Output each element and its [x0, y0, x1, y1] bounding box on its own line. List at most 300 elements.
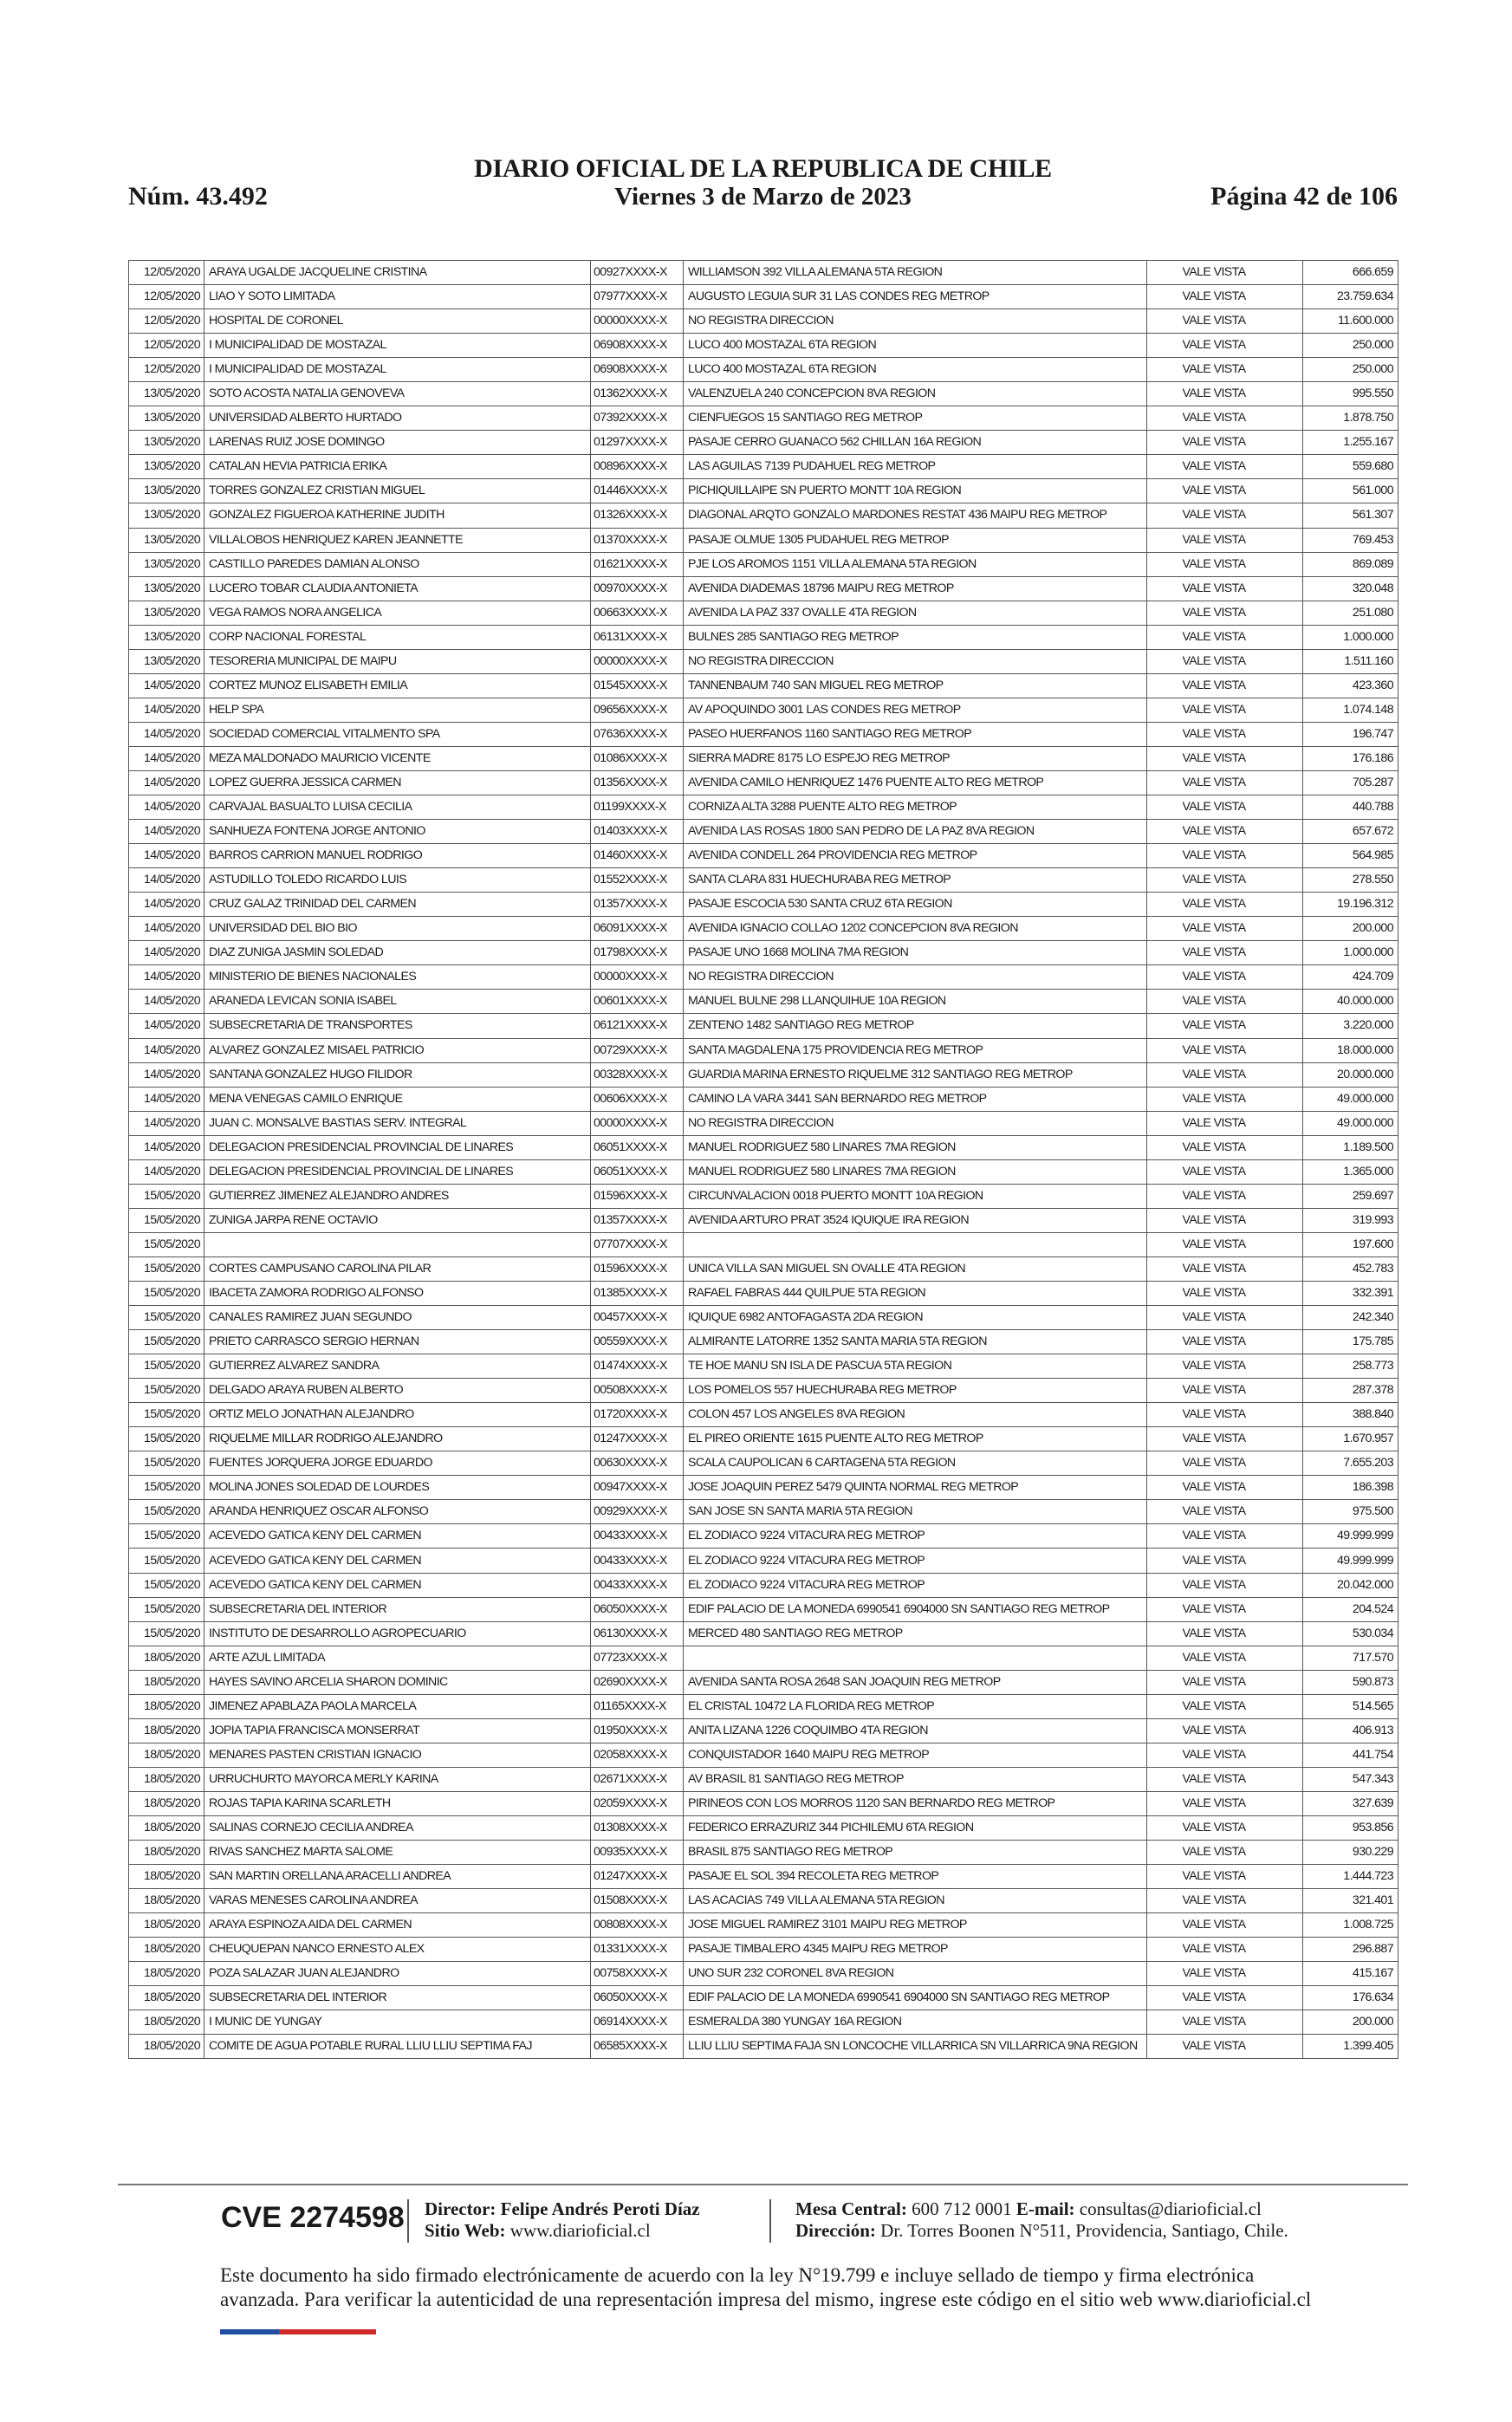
cell-address: AVENIDA LAS ROSAS 1800 SAN PEDRO DE LA PAZ 8VA REGION	[684, 820, 1147, 844]
cell-rut: 00663XXXX-X	[591, 601, 684, 625]
cell-rut: 01446XXXX-X	[591, 479, 684, 503]
cell-amount: 200.000	[1303, 2010, 1398, 2035]
cell-address: CONQUISTADOR 1640 MAIPU REG METROP	[684, 1743, 1147, 1767]
table-row	[129, 1427, 1398, 1451]
cell-address: SAN JOSE SN SANTA MARIA 5TA REGION	[684, 1500, 1147, 1524]
cell-amount: 388.840	[1303, 1403, 1398, 1427]
table-row	[129, 1111, 1398, 1135]
table-row	[129, 1621, 1398, 1646]
cell-rut: 06908XXXX-X	[591, 358, 684, 382]
cell-beneficiary: FUENTES JORQUERA JORGE EDUARDO	[204, 1451, 591, 1476]
cell-address: LUCO 400 MOSTAZAL 6TA REGION	[684, 358, 1147, 382]
cell-date: 13/05/2020	[129, 382, 204, 406]
site-url[interactable]: www.diarioficial.cl	[509, 2220, 651, 2241]
cell-amount: 1.511.160	[1303, 649, 1398, 673]
table-row	[129, 1403, 1398, 1427]
cell-beneficiary: TESORERIA MUNICIPAL DE MAIPU	[204, 649, 591, 673]
table-row	[129, 479, 1398, 503]
cell-beneficiary: ZUNIGA JARPA RENE OCTAVIO	[204, 1208, 591, 1232]
cell-rut: 02058XXXX-X	[591, 1743, 684, 1767]
cell-amount: 49.999.999	[1303, 1549, 1398, 1573]
cell-payment-type: VALE VISTA	[1147, 1524, 1303, 1549]
cell-beneficiary: VILLALOBOS HENRIQUEZ KAREN JEANNETTE	[204, 528, 591, 552]
flag-stripe-red	[279, 2329, 376, 2334]
cell-rut: 01385XXXX-X	[591, 1281, 684, 1305]
cell-beneficiary: JUAN C. MONSALVE BASTIAS SERV. INTEGRAL	[204, 1111, 591, 1135]
table-row	[129, 1306, 1398, 1330]
table-row	[129, 1986, 1398, 2010]
cell-rut: 01596XXXX-X	[591, 1256, 684, 1281]
cell-address: ALMIRANTE LATORRE 1352 SANTA MARIA 5TA REGION	[684, 1330, 1147, 1354]
cell-rut: 02690XXXX-X	[591, 1670, 684, 1694]
cell-date: 18/05/2020	[129, 1865, 204, 1889]
cell-payment-type: VALE VISTA	[1147, 820, 1303, 844]
cell-date: 18/05/2020	[129, 2010, 204, 2035]
cell-address: AVENIDA CONDELL 264 PROVIDENCIA REG METROP	[684, 844, 1147, 868]
cell-payment-type: VALE VISTA	[1147, 1597, 1303, 1621]
cell-payment-type: VALE VISTA	[1147, 1354, 1303, 1379]
cell-payment-type: VALE VISTA	[1147, 1208, 1303, 1232]
cell-address: PJE LOS AROMOS 1151 VILLA ALEMANA 5TA REGION	[684, 552, 1147, 576]
cell-amount: 175.785	[1303, 1330, 1398, 1354]
cell-payment-type: VALE VISTA	[1147, 1962, 1303, 1986]
table-row	[129, 1451, 1398, 1476]
cell-payment-type: VALE VISTA	[1147, 990, 1303, 1014]
cell-beneficiary: IBACETA ZAMORA RODRIGO ALFONSO	[204, 1281, 591, 1305]
cell-amount: 176.186	[1303, 746, 1398, 770]
cell-payment-type: VALE VISTA	[1147, 1816, 1303, 1841]
table-row	[129, 503, 1398, 528]
cell-amount: 1.255.167	[1303, 431, 1398, 455]
cell-date: 14/05/2020	[129, 698, 204, 722]
cell-date: 14/05/2020	[129, 722, 204, 746]
table-row	[129, 1938, 1398, 1962]
cell-date: 12/05/2020	[129, 285, 204, 309]
cell-payment-type: VALE VISTA	[1147, 868, 1303, 893]
cell-payment-type: VALE VISTA	[1147, 479, 1303, 503]
cell-payment-type: VALE VISTA	[1147, 2035, 1303, 2059]
cell-amount: 49.999.999	[1303, 1524, 1398, 1549]
cell-date: 14/05/2020	[129, 820, 204, 844]
cell-rut: 01596XXXX-X	[591, 1184, 684, 1208]
cell-date: 14/05/2020	[129, 1159, 204, 1184]
cell-payment-type: VALE VISTA	[1147, 1111, 1303, 1135]
cell-rut: 00000XXXX-X	[591, 965, 684, 990]
cell-address: LAS AGUILAS 7139 PUDAHUEL REG METROP	[684, 455, 1147, 479]
cell-beneficiary: CATALAN HEVIA PATRICIA ERIKA	[204, 455, 591, 479]
cell-payment-type: VALE VISTA	[1147, 1986, 1303, 2010]
cell-payment-type: VALE VISTA	[1147, 1889, 1303, 1913]
cell-payment-type: VALE VISTA	[1147, 1379, 1303, 1403]
mesa-label: Mesa Central:	[795, 2198, 907, 2219]
table-row	[129, 1038, 1398, 1062]
cell-amount: 320.048	[1303, 576, 1398, 601]
cell-date: 13/05/2020	[129, 625, 204, 649]
cell-rut: 00508XXXX-X	[591, 1379, 684, 1403]
cell-payment-type: VALE VISTA	[1147, 1621, 1303, 1646]
cell-beneficiary: SUBSECRETARIA DE TRANSPORTES	[204, 1014, 591, 1038]
table-row	[129, 673, 1398, 698]
table-row	[129, 382, 1398, 406]
cell-beneficiary: LIAO Y SOTO LIMITADA	[204, 285, 591, 309]
cell-rut: 06131XXXX-X	[591, 625, 684, 649]
cell-beneficiary: TORRES GONZALEZ CRISTIAN MIGUEL	[204, 479, 591, 503]
table-row	[129, 2010, 1398, 2035]
cell-address: ESMERALDA 380 YUNGAY 16A REGION	[684, 2010, 1147, 2035]
cell-rut: 00896XXXX-X	[591, 455, 684, 479]
cell-amount: 995.550	[1303, 382, 1398, 406]
cell-amount: 423.360	[1303, 673, 1398, 698]
cell-rut: 01357XXXX-X	[591, 1208, 684, 1232]
cell-rut: 01247XXXX-X	[591, 1865, 684, 1889]
cell-address: PIRINEOS CON LOS MORROS 1120 SAN BERNARDO REG METROP	[684, 1791, 1147, 1815]
cell-rut: 01356XXXX-X	[591, 770, 684, 795]
cell-date: 14/05/2020	[129, 1135, 204, 1159]
cell-beneficiary: GUTIERREZ ALVAREZ SANDRA	[204, 1354, 591, 1379]
cell-date: 13/05/2020	[129, 601, 204, 625]
cell-payment-type: VALE VISTA	[1147, 625, 1303, 649]
table-row	[129, 844, 1398, 868]
cell-date: 14/05/2020	[129, 893, 204, 917]
table-row	[129, 601, 1398, 625]
cell-beneficiary: ARANDA HENRIQUEZ OSCAR ALFONSO	[204, 1500, 591, 1524]
cell-date: 14/05/2020	[129, 965, 204, 990]
cell-amount: 406.913	[1303, 1718, 1398, 1743]
cell-amount: 975.500	[1303, 1500, 1398, 1524]
cell-rut: 01508XXXX-X	[591, 1889, 684, 1913]
cell-beneficiary: MENARES PASTEN CRISTIAN IGNACIO	[204, 1743, 591, 1767]
cell-rut: 07707XXXX-X	[591, 1232, 684, 1256]
cell-amount: 1.399.405	[1303, 2035, 1398, 2059]
cell-payment-type: VALE VISTA	[1147, 285, 1303, 309]
cell-date: 13/05/2020	[129, 649, 204, 673]
cell-beneficiary: COMITE DE AGUA POTABLE RURAL LLIU LLIU SEPTIMA FAJ	[204, 2035, 591, 2059]
table-row	[129, 649, 1398, 673]
cell-beneficiary: MOLINA JONES SOLEDAD DE LOURDES	[204, 1476, 591, 1500]
cell-payment-type: VALE VISTA	[1147, 1159, 1303, 1184]
cell-date: 14/05/2020	[129, 1038, 204, 1062]
cell-address: LUCO 400 MOSTAZAL 6TA REGION	[684, 334, 1147, 358]
cell-date: 18/05/2020	[129, 1986, 204, 2010]
cell-date: 14/05/2020	[129, 1087, 204, 1111]
cve-code: CVE 2274598	[221, 2201, 405, 2234]
table-body	[129, 261, 1398, 2059]
table-row	[129, 1087, 1398, 1111]
payments-table	[128, 260, 1398, 2059]
cell-rut: 06130XXXX-X	[591, 1621, 684, 1646]
cell-payment-type: VALE VISTA	[1147, 1549, 1303, 1573]
table-row	[129, 358, 1398, 382]
cell-beneficiary: CANALES RAMIREZ JUAN SEGUNDO	[204, 1306, 591, 1330]
cell-date: 15/05/2020	[129, 1281, 204, 1305]
table-row	[129, 1524, 1398, 1549]
cell-date: 18/05/2020	[129, 1889, 204, 1913]
cell-address: DIAGONAL ARQTO GONZALO MARDONES RESTAT 436 MAIPU REG METROP	[684, 503, 1147, 528]
cell-rut: 00630XXXX-X	[591, 1451, 684, 1476]
cell-payment-type: VALE VISTA	[1147, 941, 1303, 965]
cell-date: 15/05/2020	[129, 1500, 204, 1524]
cell-rut: 01308XXXX-X	[591, 1816, 684, 1841]
table-row	[129, 455, 1398, 479]
cell-rut: 00808XXXX-X	[591, 1913, 684, 1938]
table-row	[129, 625, 1398, 649]
cell-address: MANUEL RODRIGUEZ 580 LINARES 7MA REGION	[684, 1135, 1147, 1159]
table-row	[129, 1184, 1398, 1208]
cell-rut: 00433XXXX-X	[591, 1573, 684, 1597]
cell-address: AVENIDA IGNACIO COLLAO 1202 CONCEPCION 8VA REGION	[684, 917, 1147, 941]
director-name: Felipe Andrés Peroti Díaz	[500, 2198, 700, 2219]
cell-payment-type: VALE VISTA	[1147, 1256, 1303, 1281]
cell-amount: 332.391	[1303, 1281, 1398, 1305]
cell-date: 15/05/2020	[129, 1427, 204, 1451]
cell-date: 15/05/2020	[129, 1379, 204, 1403]
cell-date: 14/05/2020	[129, 917, 204, 941]
cell-beneficiary: ASTUDILLO TOLEDO RICARDO LUIS	[204, 868, 591, 893]
cell-date: 15/05/2020	[129, 1451, 204, 1476]
footer-separator	[769, 2199, 771, 2243]
table-row	[129, 1549, 1398, 1573]
newspaper-title: DIARIO OFICIAL DE LA REPUBLICA DE CHILE	[474, 154, 1052, 183]
cell-address: LLIU LLIU SEPTIMA FAJA SN LONCOCHE VILLARRICA SN VILLARRICA 9NA REGION	[684, 2035, 1147, 2059]
cell-address: LAS ACACIAS 749 VILLA ALEMANA 5TA REGION	[684, 1889, 1147, 1913]
cell-payment-type: VALE VISTA	[1147, 844, 1303, 868]
cell-payment-type: VALE VISTA	[1147, 406, 1303, 431]
cell-amount: 530.034	[1303, 1621, 1398, 1646]
table-row	[129, 1379, 1398, 1403]
cell-beneficiary: VARAS MENESES CAROLINA ANDREA	[204, 1889, 591, 1913]
table-row	[129, 528, 1398, 552]
footer-divider	[118, 2184, 1408, 2185]
cell-rut: 06121XXXX-X	[591, 1014, 684, 1038]
cell-rut: 06585XXXX-X	[591, 2035, 684, 2059]
flag-stripe-blue	[220, 2329, 279, 2334]
cell-date: 14/05/2020	[129, 795, 204, 820]
cell-payment-type: VALE VISTA	[1147, 1743, 1303, 1767]
cell-amount: 1.189.500	[1303, 1135, 1398, 1159]
cell-date: 18/05/2020	[129, 1962, 204, 1986]
cell-amount: 561.307	[1303, 503, 1398, 528]
cell-beneficiary: UNIVERSIDAD DEL BIO BIO	[204, 917, 591, 941]
cell-payment-type: VALE VISTA	[1147, 1306, 1303, 1330]
table-row	[129, 1281, 1398, 1305]
cell-address: SANTA CLARA 831 HUECHURABA REG METROP	[684, 868, 1147, 893]
cell-amount: 869.089	[1303, 552, 1398, 576]
cell-beneficiary: HOSPITAL DE CORONEL	[204, 309, 591, 334]
cell-payment-type: VALE VISTA	[1147, 1281, 1303, 1305]
cell-amount: 440.788	[1303, 795, 1398, 820]
cell-payment-type: VALE VISTA	[1147, 576, 1303, 601]
table-row	[129, 722, 1398, 746]
table-row	[129, 576, 1398, 601]
table-row	[129, 1476, 1398, 1500]
cell-rut: 00000XXXX-X	[591, 1111, 684, 1135]
cell-rut: 01362XXXX-X	[591, 382, 684, 406]
cell-beneficiary: GUTIERREZ JIMENEZ ALEJANDRO ANDRES	[204, 1184, 591, 1208]
cell-payment-type: VALE VISTA	[1147, 746, 1303, 770]
cell-date: 12/05/2020	[129, 309, 204, 334]
cell-rut: 01552XXXX-X	[591, 868, 684, 893]
cell-rut: 01297XXXX-X	[591, 431, 684, 455]
cell-payment-type: VALE VISTA	[1147, 1841, 1303, 1865]
cell-date: 14/05/2020	[129, 673, 204, 698]
table-row	[129, 334, 1398, 358]
cell-address: PICHIQUILLAIPE SN PUERTO MONTT 10A REGION	[684, 479, 1147, 503]
cell-rut: 00601XXXX-X	[591, 990, 684, 1014]
cell-date: 15/05/2020	[129, 1403, 204, 1427]
cell-rut: 00000XXXX-X	[591, 649, 684, 673]
table-row	[129, 1670, 1398, 1694]
cell-rut: 01370XXXX-X	[591, 528, 684, 552]
cell-rut: 00927XXXX-X	[591, 261, 684, 285]
table-row	[129, 1330, 1398, 1354]
cell-beneficiary: DIAZ ZUNIGA JASMIN SOLEDAD	[204, 941, 591, 965]
cell-amount: 547.343	[1303, 1767, 1398, 1791]
cell-address: NO REGISTRA DIRECCION	[684, 1111, 1147, 1135]
cell-beneficiary: SAN MARTIN ORELLANA ARACELLI ANDREA	[204, 1865, 591, 1889]
email-address[interactable]: consultas@diarioficial.cl	[1079, 2198, 1262, 2219]
cell-amount: 3.220.000	[1303, 1014, 1398, 1038]
cell-beneficiary: URRUCHURTO MAYORCA MERLY KARINA	[204, 1767, 591, 1791]
cell-date: 15/05/2020	[129, 1208, 204, 1232]
cell-address: CAMINO LA VARA 3441 SAN BERNARDO REG METROP	[684, 1087, 1147, 1111]
page-number: Página 42 de 106	[1210, 182, 1398, 211]
cell-amount: 40.000.000	[1303, 990, 1398, 1014]
cell-beneficiary: ORTIZ MELO JONATHAN ALEJANDRO	[204, 1403, 591, 1427]
cell-address: SIERRA MADRE 8175 LO ESPEJO REG METROP	[684, 746, 1147, 770]
cell-amount: 1.444.723	[1303, 1865, 1398, 1889]
cell-payment-type: VALE VISTA	[1147, 1038, 1303, 1062]
cell-payment-type: VALE VISTA	[1147, 1670, 1303, 1694]
cell-beneficiary: MINISTERIO DE BIENES NACIONALES	[204, 965, 591, 990]
cell-rut: 01165XXXX-X	[591, 1694, 684, 1718]
cell-date: 13/05/2020	[129, 528, 204, 552]
cell-date: 14/05/2020	[129, 1014, 204, 1038]
cell-rut: 01545XXXX-X	[591, 673, 684, 698]
cell-address: EL ZODIACO 9224 VITACURA REG METROP	[684, 1524, 1147, 1549]
cell-address: CORNIZA ALTA 3288 PUENTE ALTO REG METROP	[684, 795, 1147, 820]
cell-date: 14/05/2020	[129, 770, 204, 795]
cell-rut: 06914XXXX-X	[591, 2010, 684, 2035]
cell-beneficiary: SUBSECRETARIA DEL INTERIOR	[204, 1597, 591, 1621]
cell-payment-type: VALE VISTA	[1147, 1767, 1303, 1791]
cell-payment-type: VALE VISTA	[1147, 1087, 1303, 1111]
cell-rut: 07636XXXX-X	[591, 722, 684, 746]
contact-block	[795, 2198, 1288, 2242]
cell-beneficiary: DELEGACION PRESIDENCIAL PROVINCIAL DE LINARES	[204, 1135, 591, 1159]
table-row	[129, 1014, 1398, 1038]
cell-beneficiary: GONZALEZ FIGUEROA KATHERINE JUDITH	[204, 503, 591, 528]
site-label: Sitio Web:	[425, 2220, 506, 2241]
cell-beneficiary: RIVAS SANCHEZ MARTA SALOME	[204, 1841, 591, 1865]
table-row	[129, 309, 1398, 334]
issue-number: Núm. 43.492	[128, 182, 268, 211]
cell-payment-type: VALE VISTA	[1147, 1135, 1303, 1159]
cell-address: NO REGISTRA DIRECCION	[684, 309, 1147, 334]
table-row	[129, 1791, 1398, 1815]
cell-beneficiary: JOPIA TAPIA FRANCISCA MONSERRAT	[204, 1718, 591, 1743]
cell-rut: 00970XXXX-X	[591, 576, 684, 601]
cell-payment-type: VALE VISTA	[1147, 649, 1303, 673]
cell-rut: 00935XXXX-X	[591, 1841, 684, 1865]
cell-address: BULNES 285 SANTIAGO REG METROP	[684, 625, 1147, 649]
mesa-phone: 600 712 0001	[912, 2198, 1012, 2219]
table-row	[129, 552, 1398, 576]
table-row	[129, 1597, 1398, 1621]
cell-address: PASAJE CERRO GUANACO 562 CHILLAN 16A REGION	[684, 431, 1147, 455]
cell-rut: 07392XXXX-X	[591, 406, 684, 431]
cell-address: PASAJE OLMUE 1305 PUDAHUEL REG METROP	[684, 528, 1147, 552]
cell-rut: 01086XXXX-X	[591, 746, 684, 770]
cell-amount: 590.873	[1303, 1670, 1398, 1694]
cell-amount: 49.000.000	[1303, 1087, 1398, 1111]
cell-payment-type: VALE VISTA	[1147, 722, 1303, 746]
table-row	[129, 746, 1398, 770]
table-row	[129, 261, 1398, 285]
cell-rut: 00433XXXX-X	[591, 1549, 684, 1573]
table-row	[129, 1816, 1398, 1841]
cell-address: PASAJE EL SOL 394 RECOLETA REG METROP	[684, 1865, 1147, 1889]
cell-date: 13/05/2020	[129, 552, 204, 576]
cell-address: FEDERICO ERRAZURIZ 344 PICHILEMU 6TA REGION	[684, 1816, 1147, 1841]
cell-beneficiary: LARENAS RUIZ JOSE DOMINGO	[204, 431, 591, 455]
cell-date: 15/05/2020	[129, 1306, 204, 1330]
cell-address: PASAJE ESCOCIA 530 SANTA CRUZ 6TA REGION	[684, 893, 1147, 917]
cell-amount: 1.074.148	[1303, 698, 1398, 722]
cell-beneficiary: I MUNIC DE YUNGAY	[204, 2010, 591, 2035]
legal-notice: Este documento ha sido firmado electrónicamente de acuerdo con la ley N°19.799 e incluye sellado de tiempo y firma electrónica avanzada. Para verificar la autenticidad de una representación impresa del mismo, ingrese este código en el sitio web www.diarioficial.cl	[220, 2264, 1312, 2310]
cell-address: CIENFUEGOS 15 SANTIAGO REG METROP	[684, 406, 1147, 431]
table-row	[129, 1573, 1398, 1597]
cell-date: 14/05/2020	[129, 941, 204, 965]
cell-date: 18/05/2020	[129, 1841, 204, 1865]
cell-amount: 564.985	[1303, 844, 1398, 868]
cell-beneficiary: DELGADO ARAYA RUBEN ALBERTO	[204, 1379, 591, 1403]
cell-amount: 930.229	[1303, 1841, 1398, 1865]
cell-address: AV APOQUINDO 3001 LAS CONDES REG METROP	[684, 698, 1147, 722]
address-text: Dr. Torres Boonen N°511, Providencia, Santiago, Chile.	[880, 2220, 1288, 2241]
table-row	[129, 770, 1398, 795]
cell-date: 13/05/2020	[129, 455, 204, 479]
cell-amount: 657.672	[1303, 820, 1398, 844]
cell-address: MERCED 480 SANTIAGO REG METROP	[684, 1621, 1147, 1646]
cell-amount: 18.000.000	[1303, 1038, 1398, 1062]
cell-beneficiary: HAYES SAVINO ARCELIA SHARON DOMINIC	[204, 1670, 591, 1694]
cell-beneficiary: ACEVEDO GATICA KENY DEL CARMEN	[204, 1549, 591, 1573]
cell-payment-type: VALE VISTA	[1147, 552, 1303, 576]
cell-beneficiary: I MUNICIPALIDAD DE MOSTAZAL	[204, 334, 591, 358]
cell-address: VALENZUELA 240 CONCEPCION 8VA REGION	[684, 382, 1147, 406]
cell-address: BRASIL 875 SANTIAGO REG METROP	[684, 1841, 1147, 1865]
cell-address: EDIF PALACIO DE LA MONEDA 6990541 6904000 SN SANTIAGO REG METROP	[684, 1986, 1147, 2010]
cell-date: 18/05/2020	[129, 1670, 204, 1694]
cell-beneficiary: SUBSECRETARIA DEL INTERIOR	[204, 1986, 591, 2010]
cell-rut: 02059XXXX-X	[591, 1791, 684, 1815]
cell-beneficiary: SANHUEZA FONTENA JORGE ANTONIO	[204, 820, 591, 844]
cell-rut: 00328XXXX-X	[591, 1062, 684, 1087]
cell-date: 14/05/2020	[129, 746, 204, 770]
cell-amount: 559.680	[1303, 455, 1398, 479]
table-row	[129, 795, 1398, 820]
cell-beneficiary: MENA VENEGAS CAMILO ENRIQUE	[204, 1087, 591, 1111]
table-row	[129, 1646, 1398, 1670]
table-row	[129, 1718, 1398, 1743]
cell-date: 18/05/2020	[129, 1938, 204, 1962]
cell-address: AVENIDA ARTURO PRAT 3524 IQUIQUE IRA REGION	[684, 1208, 1147, 1232]
cell-amount: 415.167	[1303, 1962, 1398, 1986]
cell-address: AUGUSTO LEGUIA SUR 31 LAS CONDES REG METROP	[684, 285, 1147, 309]
cell-amount: 514.565	[1303, 1694, 1398, 1718]
table-row	[129, 1135, 1398, 1159]
